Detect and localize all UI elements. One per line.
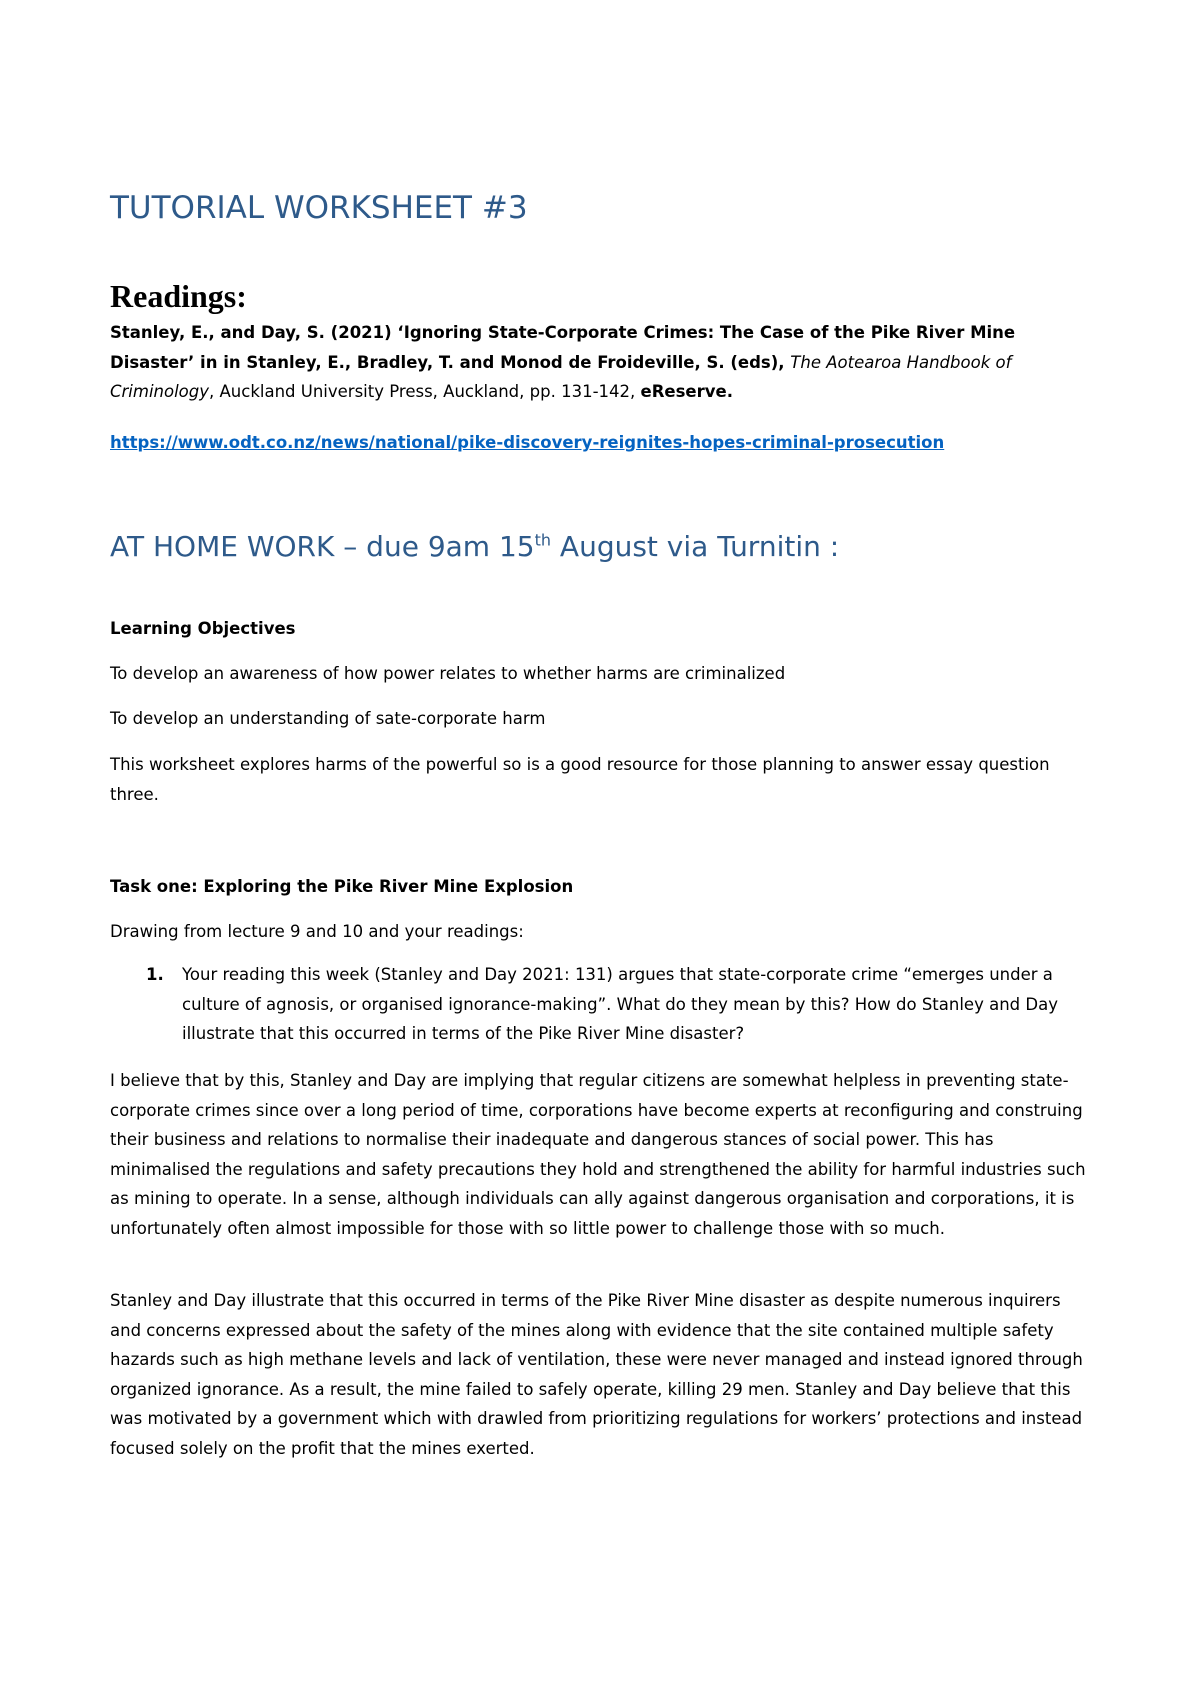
article-link[interactable]: https://www.odt.co.nz/news/national/pike-discovery-reignites-hopes-criminal-prosecution xyxy=(110,433,945,452)
answer-paragraph: Stanley and Day illustrate that this occurred in terms of the Pike River Mine disaster as despite numerous inquirers and concerns expressed about the safety of the mines along with evidence that the site contained multiple safety hazards such as high methane levels and lack of ventilation, these were never managed and instead ignored through organized ignorance. As a result, the mine failed to safely operate, killing 29 men. Stanley and Day believe that this was motivated by a government which with drawled from prioritizing regulations for workers’ protections and instead focused solely on the profit that the mines exerted. xyxy=(110,1291,1083,1458)
citation-end: . xyxy=(726,382,733,401)
learning-objective-item: This worksheet explores harms of the powerful so is a good resource for those planning to answer essay question three. xyxy=(110,755,1050,804)
readings-citation xyxy=(110,318,1090,407)
homework-heading xyxy=(110,530,839,563)
question-number: 1. xyxy=(146,965,164,984)
task-one-heading: Task one: Exploring the Pike River Mine Explosion xyxy=(110,877,574,896)
task-one-intro: Drawing from lecture 9 and 10 and your readings: xyxy=(110,922,524,941)
citation-prefix: Stanley, E., and Day, S. (2021) ‘Ignoring State-Corporate Crimes: The Case of the Pike River Mine Disaster’ in in Stanley, E., Bradley, T. and Monod de Froideville, S. (eds), xyxy=(110,323,1016,372)
citation-ereserve: eReserve xyxy=(640,382,727,401)
learning-objective-item: To develop an understanding of sate-corporate harm xyxy=(110,709,546,728)
readings-heading: Readings: xyxy=(110,278,247,314)
citation-book-title: The Aotearoa Handbook of Criminology xyxy=(110,352,1012,401)
learning-objectives-heading: Learning Objectives xyxy=(110,619,296,638)
homework-heading-prefix: AT HOME WORK – due 9am 15 xyxy=(110,530,535,563)
question-text: Your reading this week (Stanley and Day 2021: 131) argues that state-corporate crime “emerges under a culture of agnosis, or organised ignorance-making”. What do they mean by this? How do Stanley and Day illustrate that this occurred in terms of the Pike River Mine disaster? xyxy=(182,965,1058,1043)
citation-suffix: , Auckland University Press, Auckland, pp. 131-142, xyxy=(209,382,641,401)
worksheet-title: TUTORIAL WORKSHEET #3 xyxy=(110,190,528,226)
homework-heading-suffix: August via Turnitin : xyxy=(551,530,840,563)
answer-paragraph: I believe that by this, Stanley and Day are implying that regular citizens are somewhat helpless in preventing state-corporate crimes since over a long period of time, corporations have become experts at reconfiguring and construing their business and relations to normalise their inadequate and dangerous stances of social power. This has minimalised the regulations and safety precautions they hold and strengthened the ability for harmful industries such as mining to operate. In a sense, although individuals can ally against dangerous organisation and corporations, it is unfortunately often almost impossible for those with so little power to challenge those with so much. xyxy=(110,1071,1086,1238)
learning-objective-item: To develop an awareness of how power relates to whether harms are criminalized xyxy=(110,664,786,683)
homework-heading-sup: th xyxy=(534,530,552,550)
